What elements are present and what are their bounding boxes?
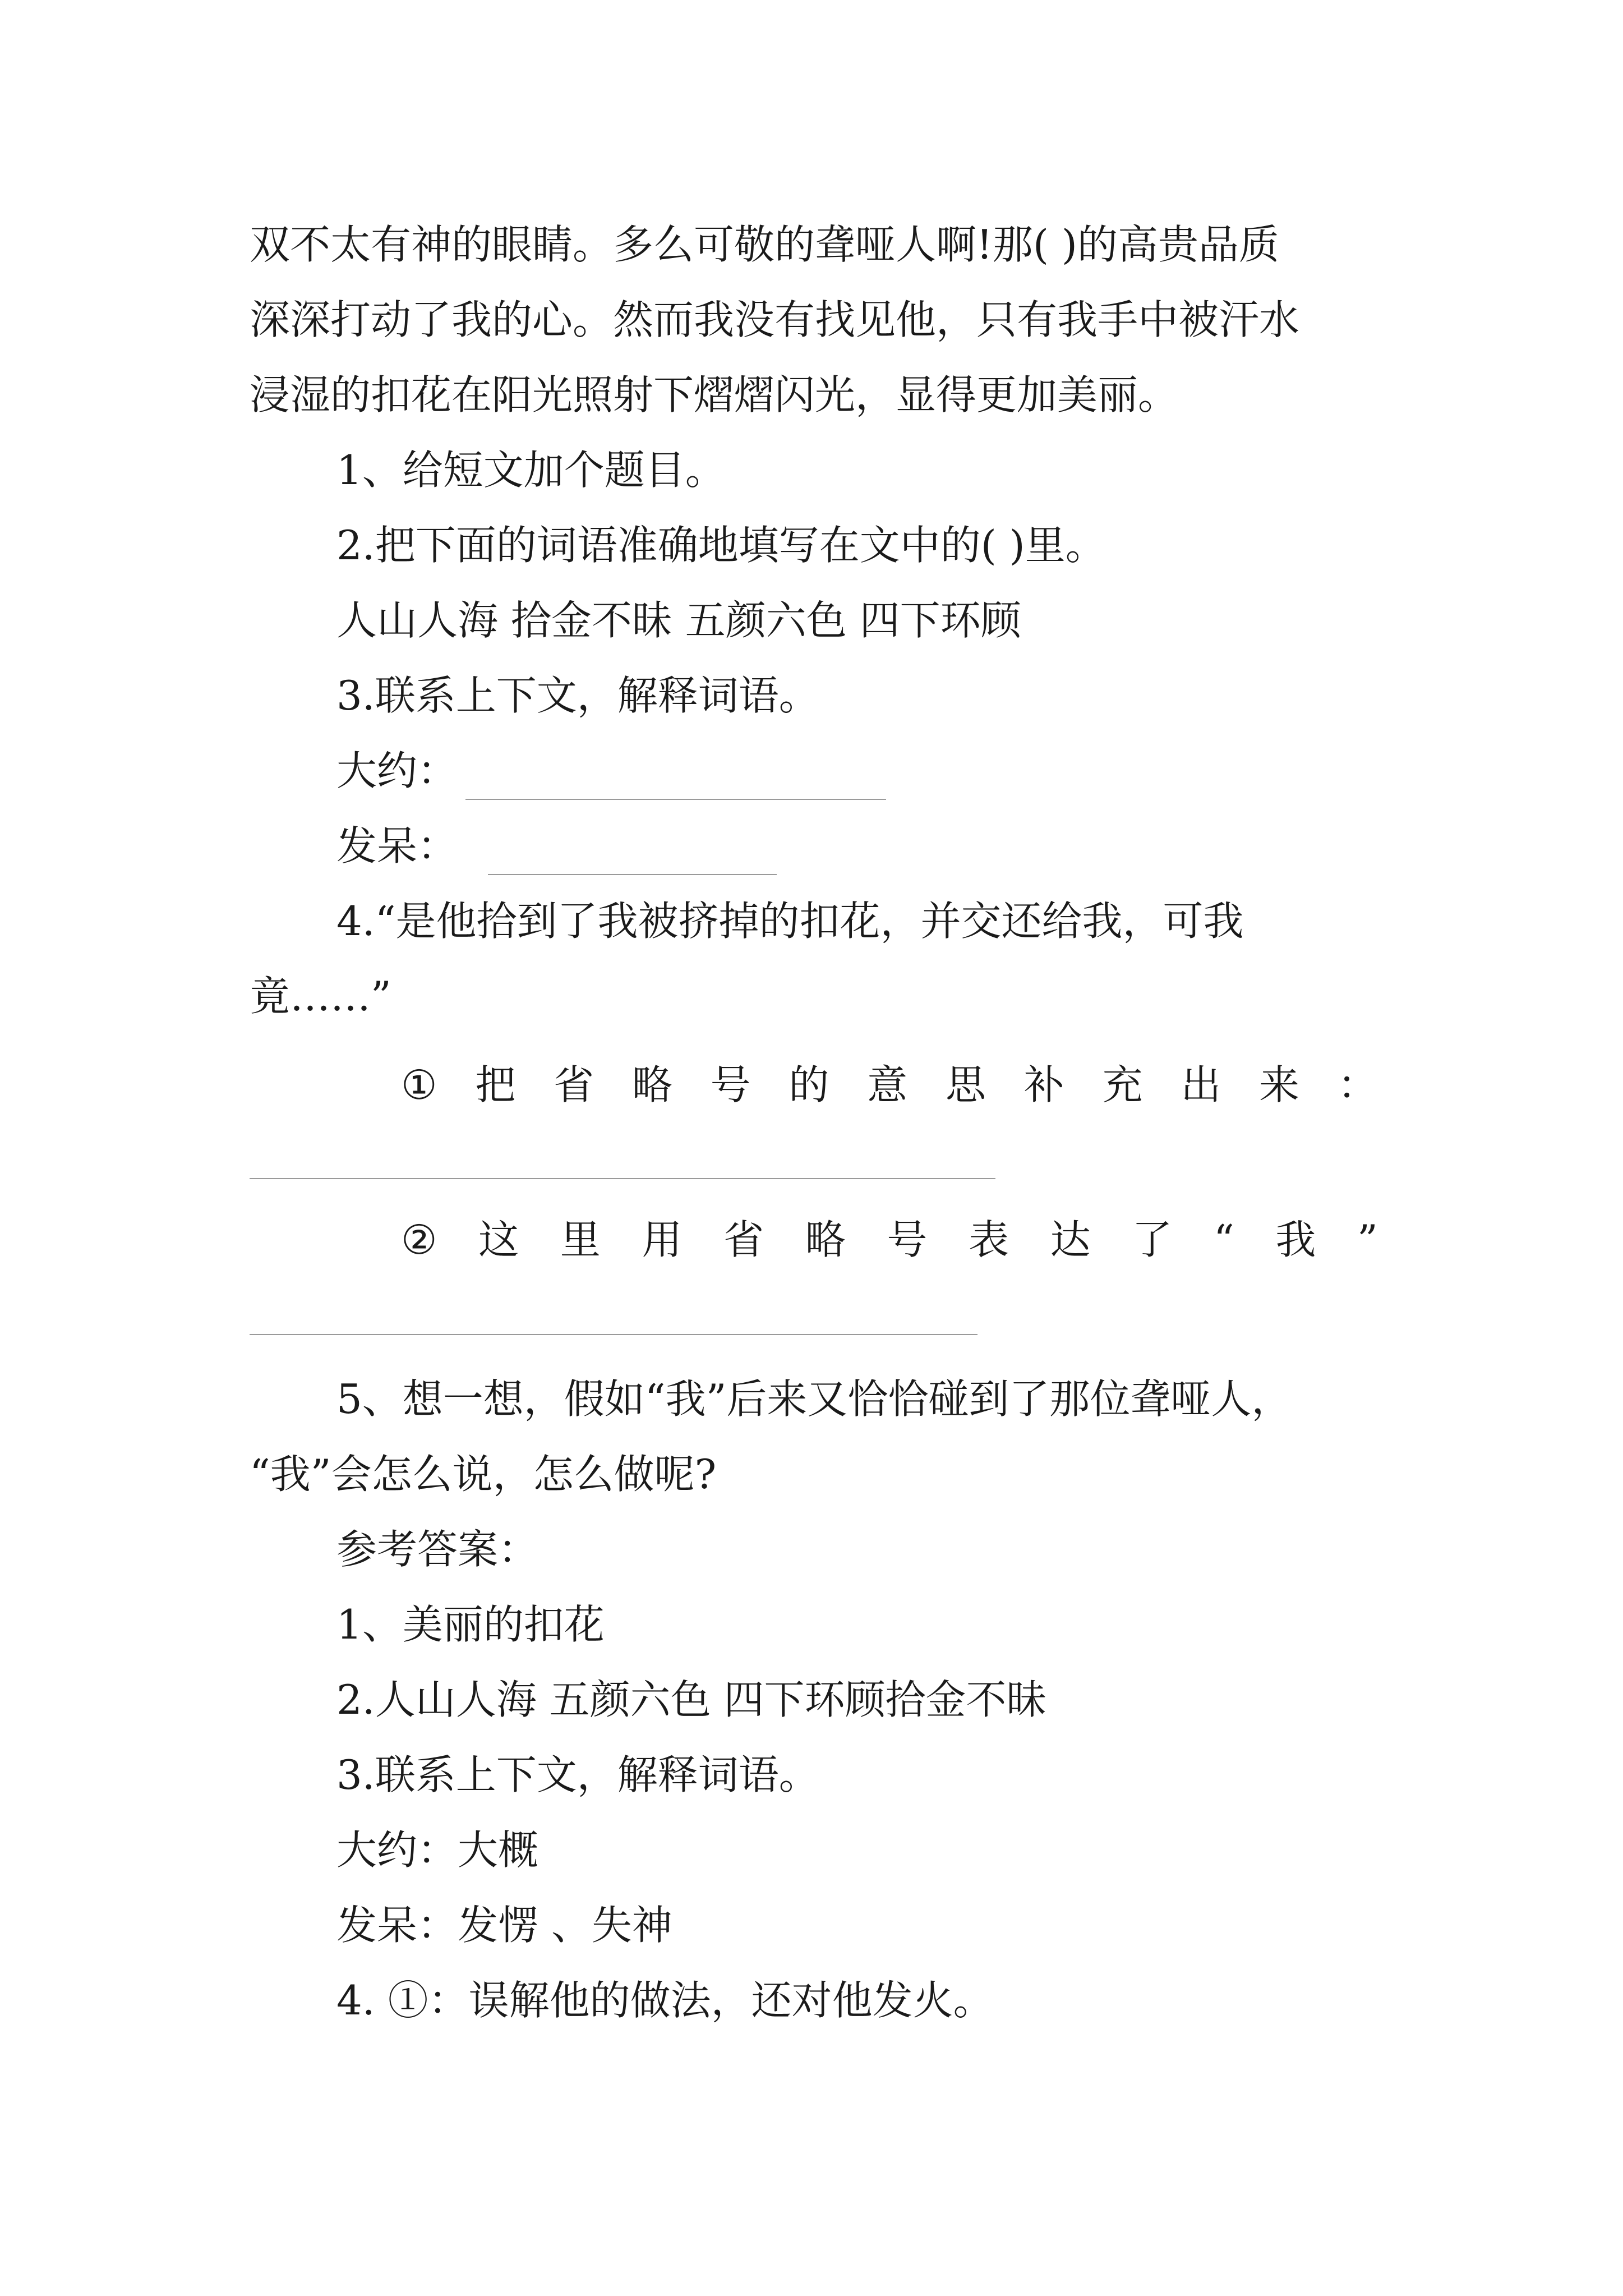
q4-sub2-char: 表 bbox=[969, 1216, 1009, 1263]
question-3-label-fadai: 发呆： bbox=[336, 822, 458, 869]
answer-blank-q4-1[interactable] bbox=[250, 1178, 995, 1179]
answer-1: 1、美丽的扣花 bbox=[336, 1601, 605, 1648]
answer-2: 2.人山人海 五颜六色 四下环顾拾金不昧 bbox=[336, 1676, 1047, 1723]
q4-sub2-char: “ bbox=[1213, 1216, 1234, 1263]
q4-sub1-char: 补 bbox=[1023, 1061, 1064, 1108]
q4-sub1-char: 的 bbox=[789, 1061, 829, 1108]
q4-sub1-char: ① bbox=[401, 1061, 437, 1108]
answer-blank-fadai[interactable] bbox=[488, 874, 777, 875]
answer-blank-dayue[interactable] bbox=[465, 799, 886, 800]
q4-sub1-char: ： bbox=[1337, 1061, 1378, 1108]
q4-sub2-char: ” bbox=[1357, 1216, 1378, 1263]
answers-heading: 参考答案： bbox=[336, 1526, 539, 1573]
question-5-line-1: 5、想一想，假如“我”后来又恰恰碰到了那位聋哑人， bbox=[336, 1375, 1292, 1423]
question-4-line-1: 4.“是他拾到了我被挤掉的扣花，并交还给我，可我 bbox=[336, 898, 1244, 945]
q4-sub1-char: 出 bbox=[1181, 1061, 1221, 1108]
q4-sub1-char: 省 bbox=[554, 1061, 594, 1108]
question-5-line-2: “我”会怎么说，怎么做呢? bbox=[250, 1451, 717, 1498]
q4-sub2-char: 了 bbox=[1132, 1216, 1173, 1263]
q4-sub2-char: 用 bbox=[642, 1216, 683, 1263]
question-1: 1、给短文加个题目。 bbox=[336, 447, 726, 494]
question-4-sub-1 bbox=[401, 1058, 1378, 1112]
q4-sub1-char: 把 bbox=[475, 1061, 516, 1108]
question-2: 2.把下面的词语准确地填写在文中的( )里。 bbox=[336, 522, 1106, 569]
q4-sub2-char: 号 bbox=[887, 1216, 928, 1263]
q4-sub2-char: ② bbox=[401, 1216, 437, 1263]
q4-sub2-char: 省 bbox=[723, 1216, 764, 1263]
question-2-word-list: 人山人海 拾金不昧 五颜六色 四下环顾 bbox=[336, 597, 1021, 644]
question-3-label-dayue: 大约： bbox=[336, 747, 458, 794]
q4-sub2-char: 略 bbox=[805, 1216, 846, 1263]
q4-sub1-char: 来 bbox=[1259, 1061, 1300, 1108]
q4-sub1-char: 思 bbox=[946, 1061, 986, 1108]
q4-sub2-char: 我 bbox=[1275, 1216, 1316, 1263]
answer-3: 3.联系上下文，解释词语。 bbox=[336, 1751, 819, 1798]
q4-sub1-char: 略 bbox=[631, 1061, 672, 1108]
q4-sub1-char: 号 bbox=[710, 1061, 751, 1108]
q4-sub1-char: 充 bbox=[1102, 1061, 1143, 1108]
question-4-line-2: 竟……” bbox=[250, 973, 391, 1020]
q4-sub1-char: 意 bbox=[867, 1061, 908, 1108]
passage-line-3: 浸湿的扣花在阳光照射下熠熠闪光，显得更加美丽。 bbox=[250, 371, 1179, 418]
passage-line-1: 双不太有神的眼睛。多么可敬的聋哑人啊!那( )的高贵品质 bbox=[250, 221, 1280, 268]
answer-3-fadai: 发呆：发愣 、失神 bbox=[336, 1902, 672, 1949]
q4-sub2-char: 达 bbox=[1050, 1216, 1091, 1263]
answer-blank-q4-2[interactable] bbox=[250, 1334, 978, 1335]
q4-sub2-char: 里 bbox=[560, 1216, 601, 1263]
q4-sub2-char: 这 bbox=[478, 1216, 519, 1263]
answer-4: 4. ①：误解他的做法，还对他发火。 bbox=[336, 1977, 994, 2024]
passage-line-2: 深深打动了我的心。然而我没有找见他，只有我手中被汗水 bbox=[250, 296, 1300, 343]
answer-3-dayue: 大约：大概 bbox=[336, 1826, 539, 1874]
question-3: 3.联系上下文，解释词语。 bbox=[336, 672, 819, 719]
question-4-sub-2 bbox=[401, 1213, 1378, 1267]
